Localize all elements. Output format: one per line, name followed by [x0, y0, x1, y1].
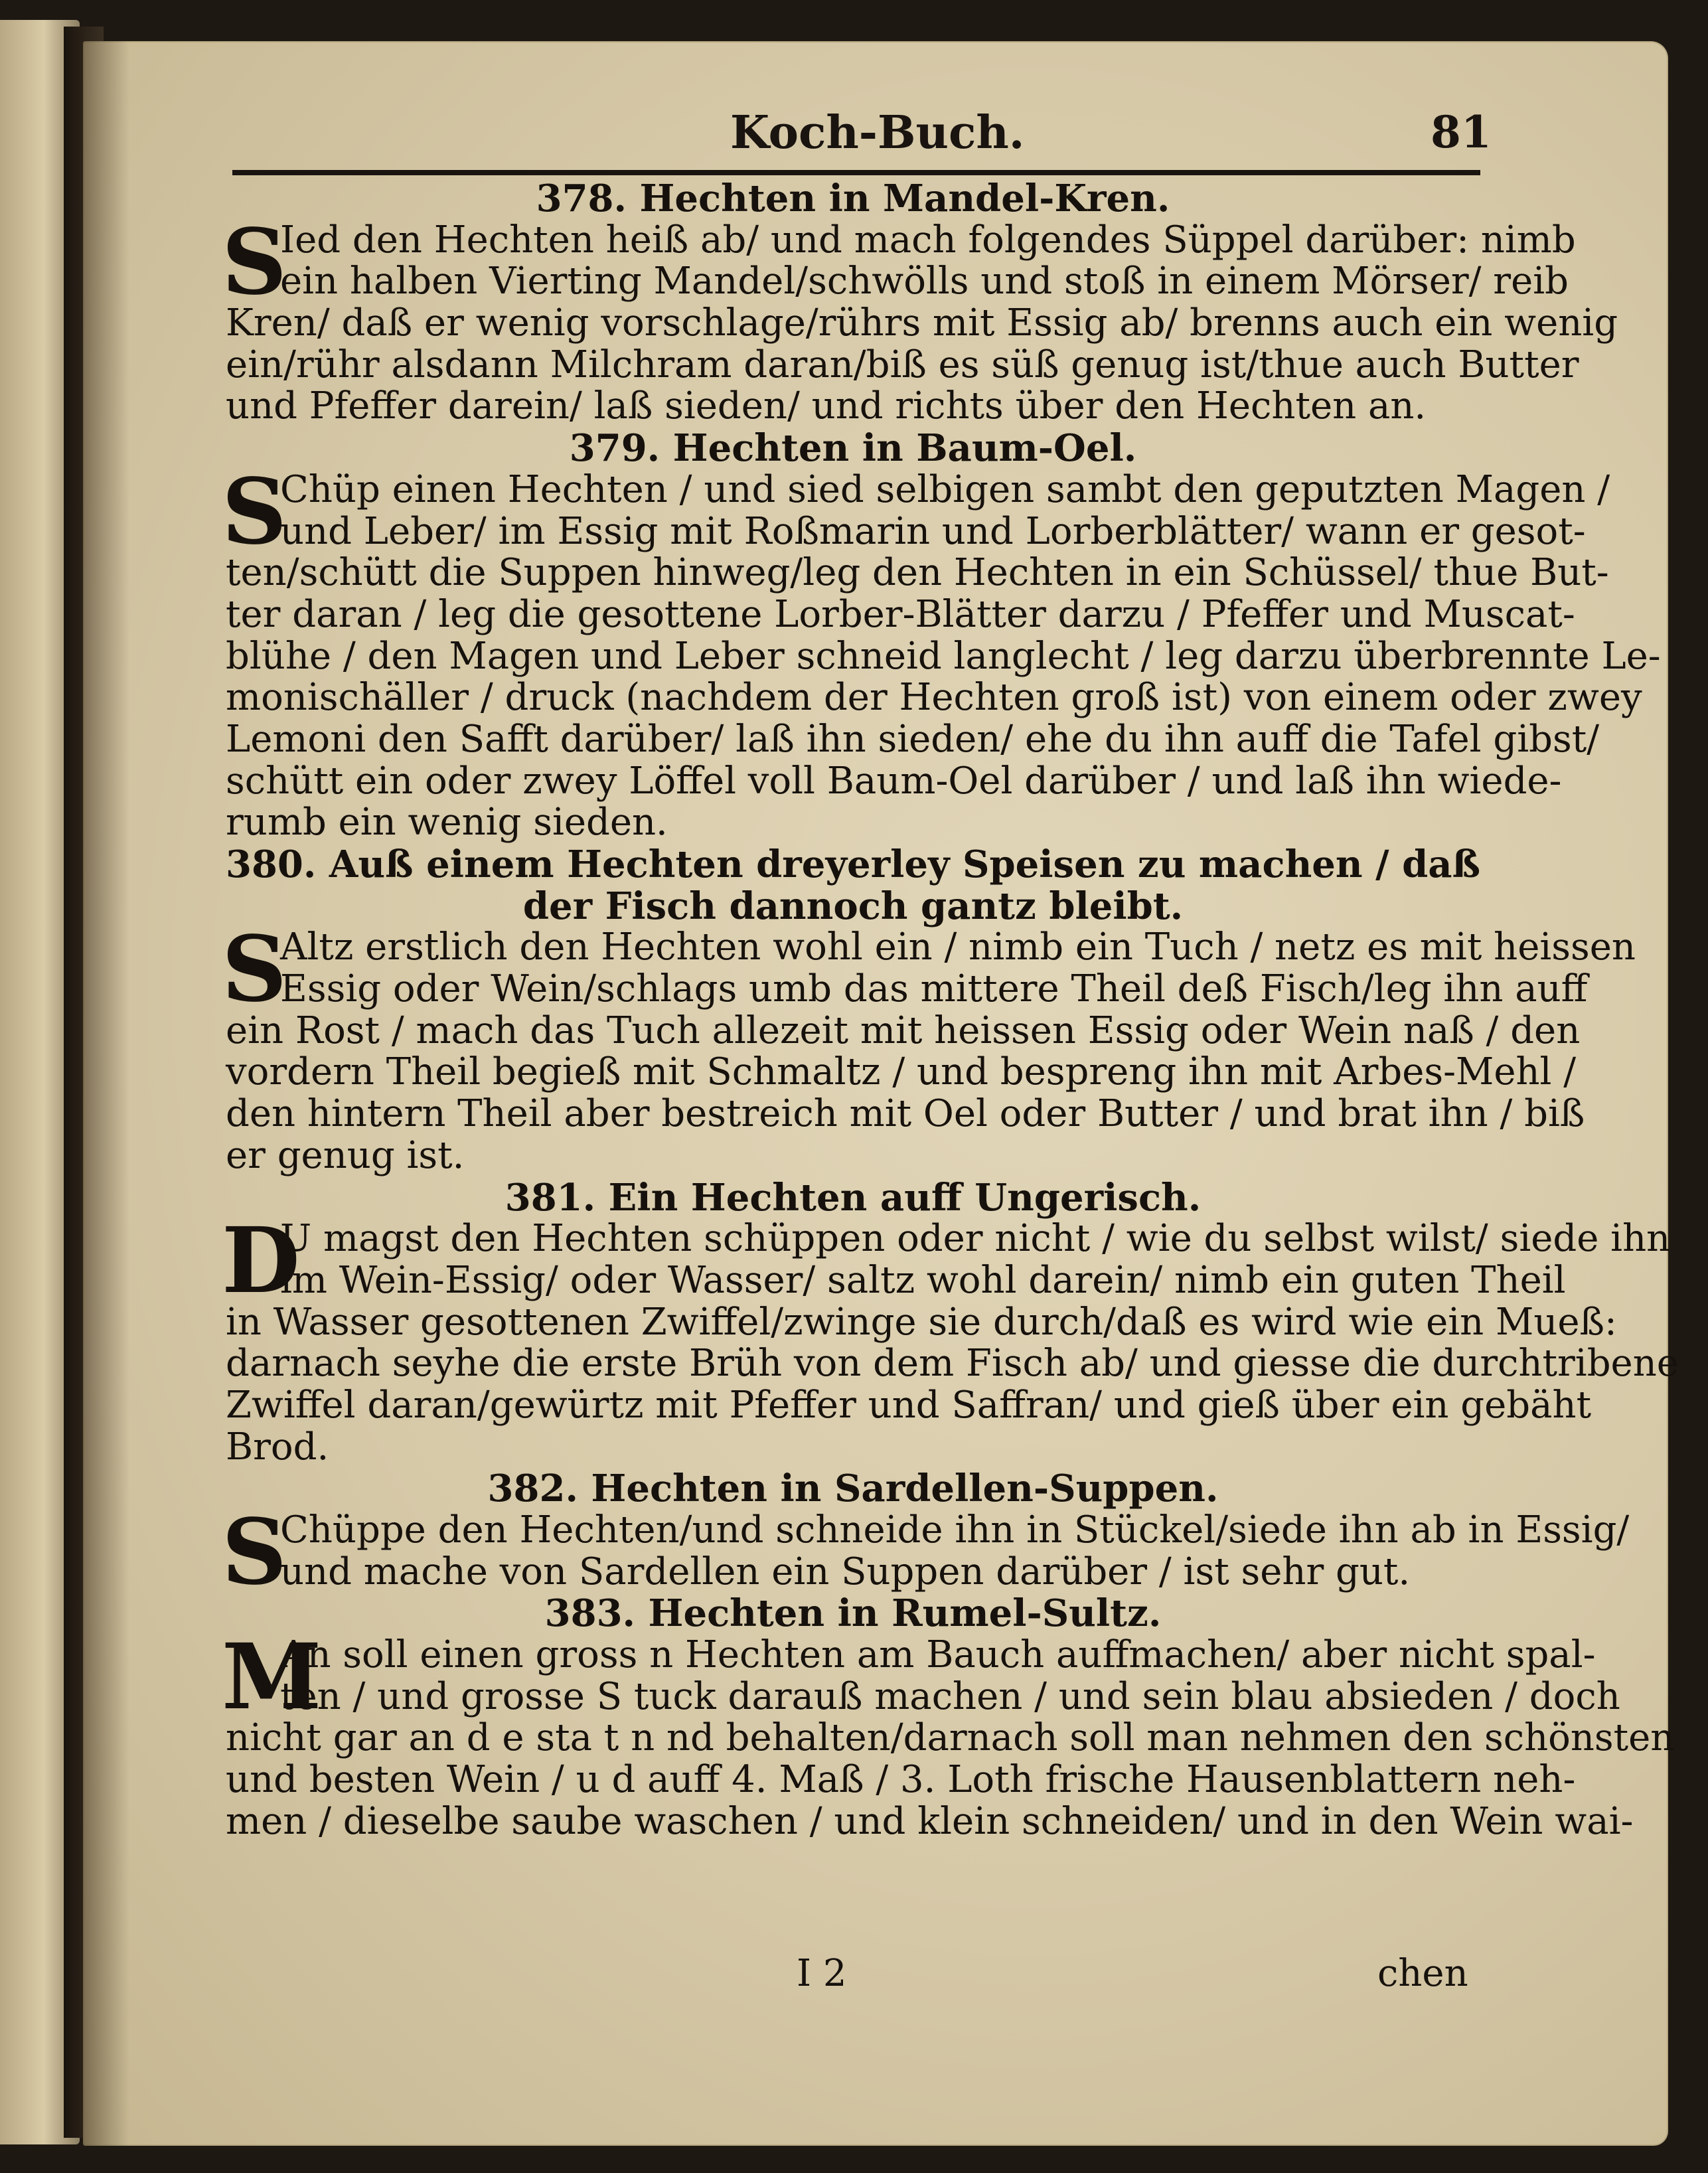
text-line: Essig oder Wein/schlags umb das mittere Theil deß Fisch/leg ihn auff — [280, 967, 1588, 1011]
text-line: U magst den Hechten schüppen oder nicht / wie du selbst wilst/ siede ihn — [280, 1217, 1671, 1261]
text-line: Lemoni den Safft darüber/ laß ihn sieden/ ehe du ihn auff die Tafel gibst/ — [226, 717, 1600, 761]
text-line: den hintern Theil aber bestreich mit Oel oder Butter / und brat ihn / biß — [226, 1092, 1585, 1136]
running-header: Koch-Buch. — [730, 106, 1025, 159]
recipe-block — [222, 1499, 1630, 1605]
recipe-heading: 383. Hechten in Rumel-Sultz. — [544, 1591, 1162, 1636]
recipe-block — [222, 1208, 1679, 1469]
drop-capital: D — [222, 1208, 300, 1315]
recipe-heading: 379. Hechten in Baum-Oel. — [569, 426, 1137, 471]
text-line: und mache von Sardellen ein Suppen darüber / ist sehr gut. — [280, 1550, 1411, 1593]
text-line: und besten Wein / u d auff 4. Maß / 3. Loth frische Hausenblattern neh- — [226, 1758, 1576, 1802]
text-line: men / dieselbe saube waschen / und klein schneiden/ und in den Wein wai- — [226, 1799, 1634, 1843]
text-line: er genug ist. — [226, 1133, 465, 1177]
text-line: nicht gar an d e sta t n nd behalten/darnach soll man nehmen den schönsten — [226, 1716, 1675, 1760]
text-line: darnach seyhe die erste Brüh von dem Fisch ab/ und giesse die durchtribene — [226, 1342, 1679, 1386]
text-line: An soll einen gross n Hechten am Bauch auffmachen/ aber nicht spal- — [280, 1633, 1596, 1677]
text-line: Kren/ daß er wenig vorschlage/rührs mit Essig ab/ brenns auch ein wenig — [226, 301, 1618, 345]
header-rule — [232, 170, 1480, 175]
drop-capital: S — [222, 208, 287, 315]
text-line: Chüppe den Hechten/und schneide ihn in Stückel/siede ihn ab in Essig/ — [280, 1508, 1630, 1552]
drop-capital: S — [222, 458, 287, 565]
text-line: ter daran / leg die gesottene Lorber-Blätter darzu / Pfeffer und Muscat- — [226, 592, 1575, 636]
text-line: im Wein-Essig/ oder Wasser/ saltz wohl darein/ nimb ein guten Theil — [280, 1258, 1566, 1302]
drop-capital: S — [222, 1499, 287, 1605]
catchword: chen — [1377, 1952, 1468, 1995]
text-line: Chüp einen Hechten / und sied selbigen sambt den geputzten Magen / — [280, 467, 1610, 511]
recipe-block — [222, 1624, 1675, 1843]
text-line: ten / und grosse S tuck darauß machen / und sein blau absieden / doch — [280, 1674, 1620, 1718]
signature-mark: I 2 — [797, 1952, 847, 1995]
recipe-block — [222, 208, 1618, 428]
text-line: ein/rühr alsdann Milchram daran/biß es süß genug ist/thue auch Butter — [226, 343, 1579, 386]
text-line: Altz erstlich den Hechten wohl ein / nimb ein Tuch / netz es mit heissen — [280, 926, 1636, 969]
page-body — [222, 177, 1679, 1843]
text-line: in Wasser gesottenen Zwiffel/zwinge sie durch/daß es wird wie ein Mueß: — [226, 1300, 1617, 1344]
text-line: vordern Theil begieß mit Schmaltz / und bespreng ihn mit Arbes-Mehl / — [226, 1050, 1577, 1094]
text-line: Brod. — [226, 1425, 329, 1469]
recipe-heading-continued: der Fisch dannoch gantz bleibt. — [522, 884, 1184, 928]
text-line: blühe / den Magen und Leber schneid langlecht / leg darzu überbrennte Le- — [226, 634, 1661, 678]
recipe-block — [222, 916, 1636, 1177]
text-line: ein halben Vierting Mandel/schwölls und stoß in einem Mörser/ reib — [280, 260, 1569, 303]
text-line: und Leber/ im Essig mit Roßmarin und Lorberblätter/ wann er gesot- — [280, 509, 1586, 553]
page-gutter-shadow — [83, 41, 129, 2146]
text-line: ten/schütt die Suppen hinweg/leg den Hechten in ein Schüssel/ thue But- — [226, 551, 1609, 595]
text-line: Zwiffel daran/gewürtz mit Pfeffer und Saffran/ und gieß über ein gebäht — [226, 1383, 1592, 1427]
recipe-heading: 381. Ein Hechten auff Ungerisch. — [505, 1175, 1202, 1220]
recipe-heading: 380. Auß einem Hechten dreyerley Speisen zu machen / daß — [226, 843, 1481, 886]
drop-capital: M — [222, 1624, 322, 1731]
recipe-block — [222, 458, 1661, 845]
text-line: Ied den Hechten heiß ab/ und mach folgendes Süppel darüber: nimb — [280, 218, 1576, 262]
recipe-heading: 378. Hechten in Mandel-Kren. — [536, 177, 1170, 220]
drop-capital: S — [222, 916, 287, 1023]
text-line: rumb ein wenig sieden. — [226, 801, 668, 845]
text-line: ein Rost / mach das Tuch allezeit mit heissen Essig oder Wein naß / den — [226, 1008, 1581, 1052]
text-line: schütt ein oder zwey Löffel voll Baum-Oel darüber / und laß ihn wiede- — [226, 759, 1562, 803]
page-number: 81 — [1431, 106, 1492, 158]
text-line: und Pfeffer darein/ laß sieden/ und richts über den Hechten an. — [226, 384, 1427, 428]
text-line: monischäller / druck (nachdem der Hechten groß ist) von einem oder zwey — [226, 676, 1642, 720]
recipe-heading: 382. Hechten in Sardellen-Suppen. — [487, 1467, 1219, 1511]
